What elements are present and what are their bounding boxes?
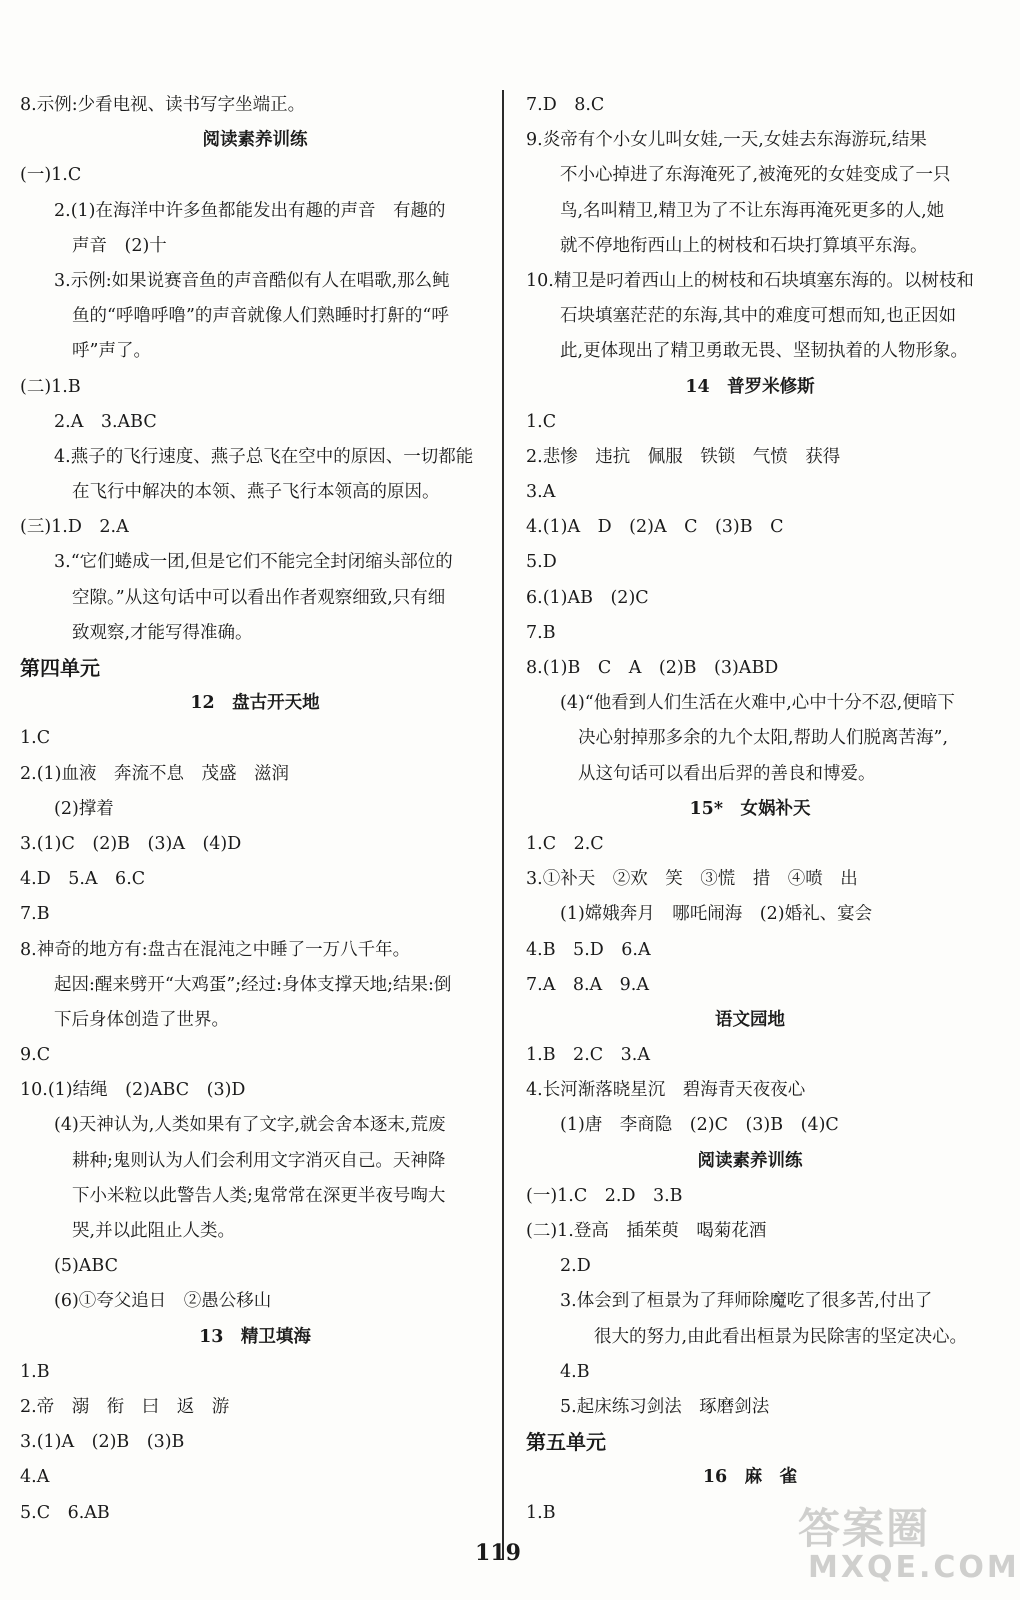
answer-line: 1.C [20, 728, 51, 749]
section-heading: 14 普罗米修斯 [685, 376, 815, 397]
answer-line: 7.A 8.A 9.A [526, 974, 650, 995]
answer-line: 7.D 8.C [526, 95, 605, 115]
answer-line: 致观察,才能写得准确。 [72, 622, 253, 643]
column-divider [502, 90, 504, 1560]
section-heading: 阅读素养训练 [202, 130, 308, 151]
answer-line: 5.C 6.AB [20, 1502, 110, 1523]
right-column [526, 88, 974, 1531]
answer-line: 呼”声了。 [72, 341, 151, 362]
answer-line: 鱼的“呼噜呼噜”的声音就像人们熟睡时打鼾的“呼 [72, 306, 449, 327]
unit-heading: 第四单元 [20, 656, 100, 680]
answer-line: 4.燕子的飞行速度、燕子总飞在空中的原因、一切都能 [54, 446, 474, 467]
answer-line: 2.(1)血液 奔流不息 茂盛 滋润 [20, 763, 289, 784]
answer-line: 10.精卫是叼着西山上的树枝和石块填塞东海的。以树枝和 [526, 270, 974, 291]
answer-line: 声音 (2)十 [72, 235, 167, 256]
watermark-logo [798, 1496, 1020, 1592]
left-column [20, 88, 490, 1531]
answer-line: 4.(1)A D (2)A C (3)B C [526, 517, 784, 538]
answer-line: 不小心掉进了东海淹死了,被淹死的女娃变成了一只 [560, 165, 951, 186]
answer-line: 8.神奇的地方有:盘古在混沌之中睡了一万八千年。 [20, 939, 411, 960]
answer-line: 5.起床练习剑法 琢磨剑法 [560, 1396, 770, 1417]
answer-line: (4)天神认为,人类如果有了文字,就会舍本逐末,荒废 [54, 1115, 446, 1136]
answer-line: 在飞行中解决的本领、燕子飞行本领高的原因。 [72, 482, 440, 503]
answer-line: 起因:醒来劈开“大鸡蛋”;经过:身体支撑天地;结果:倒 [54, 974, 452, 995]
unit-heading: 第五单元 [526, 1430, 606, 1455]
answer-line: 3.(1)C (2)B (3)A (4)D [20, 833, 242, 854]
answer-line: (一)1.C [20, 165, 82, 186]
section-heading: 12 盘古开天地 [190, 693, 320, 714]
answer-line: 2.A 3.ABC [54, 411, 157, 432]
answer-line: (三)1.D 2.A [20, 517, 129, 538]
section-heading: 语文园地 [715, 1009, 785, 1030]
answer-line: 2.帝 溺 衔 曰 返 游 [20, 1396, 230, 1417]
answer-line: 3.体会到了桓景为了拜师除魔吃了很多苦,付出了 [560, 1291, 933, 1312]
answer-line: (5)ABC [54, 1256, 119, 1277]
answer-line: 4.长河渐落晓星沉 碧海青天夜夜心 [526, 1080, 806, 1101]
answer-line: 1.B [526, 1502, 556, 1523]
answer-line: 4.B 5.D 6.A [526, 939, 651, 960]
answer-line: 9.炎帝有个小女儿叫女娃,一天,女娃去东海游玩,结果 [526, 130, 927, 151]
answer-line: 很大的努力,由此看出桓景为民除害的坚定决心。 [594, 1326, 968, 1347]
answer-line: (二)1.B [20, 376, 81, 397]
answer-line: 1.B [20, 1361, 50, 1382]
answer-line: 9.C [20, 1045, 51, 1066]
answer-line: (6)①夸父追日 ②愚公移山 [54, 1291, 272, 1312]
answer-line: 决心射掉那多余的九个太阳,帮助人们脱离苦海”, [578, 728, 949, 749]
section-heading: 16 麻 雀 [702, 1467, 798, 1488]
answer-line: 7.B [20, 904, 50, 925]
answer-line: 此,更体现出了精卫勇敢无畏、坚韧执着的人物形象。 [560, 341, 969, 362]
answer-line: 耕种;鬼则认为人们会利用文字消灭自己。天神降 [72, 1150, 446, 1171]
answer-line: 8.示例:少看电视、读书写字坐端正。 [20, 95, 306, 115]
answer-line: 4.D 5.A 6.C [20, 869, 146, 890]
answer-line: 从这句话可以看出后羿的善良和博爱。 [578, 763, 876, 784]
answer-line: 2.(1)在海洋中许多鱼都能发出有趣的声音 有趣的 [54, 200, 446, 221]
answer-line: 3.示例:如果说赛音鱼的声音酷似有人在唱歌,那么鲀 [54, 270, 450, 291]
answer-line: 3.(1)A (2)B (3)B [20, 1432, 185, 1453]
answer-line: 下小米粒以此警告人类;鬼常常在深更半夜号啕大 [72, 1185, 446, 1206]
section-heading: 阅读素养训练 [697, 1150, 803, 1171]
answer-line: (1)唐 李商隐 (2)C (3)B (4)C [560, 1115, 839, 1136]
answer-line: 2.D [560, 1256, 591, 1277]
answer-line: 3.“它们蜷成一团,但是它们不能完全封闭缩头部位的 [54, 552, 453, 573]
answer-line: 1.B 2.C 3.A [526, 1045, 650, 1066]
watermark-line1: 答案圈 [798, 1504, 931, 1553]
answer-line: 哭,并以此阻止人类。 [72, 1221, 236, 1241]
answer-line: 鸟,名叫精卫,精卫为了不让东海再淹死更多的人,她 [560, 200, 945, 221]
answer-line: 空隙。”从这句话中可以看出作者观察细致,只有细 [72, 587, 446, 608]
answer-line: (4)“他看到人们生活在火难中,心中十分不忍,便暗下 [560, 693, 955, 714]
answer-line: 3.①补天 ②欢 笑 ③慌 措 ④喷 出 [526, 869, 858, 890]
answer-line: (2)撑着 [54, 798, 114, 819]
answer-line: 2.悲惨 违抗 佩服 铁锁 气愤 获得 [526, 446, 841, 467]
watermark-line2: MXQE.COM [808, 1550, 1020, 1585]
answer-line: 1.C 2.C [526, 833, 604, 854]
answer-line: (二)1.登高 插茱萸 喝菊花酒 [526, 1221, 767, 1241]
answer-line: 8.(1)B C A (2)B (3)ABD [526, 658, 779, 678]
answer-line: (一)1.C 2.D 3.B [526, 1185, 683, 1206]
answer-line: 1.C [526, 411, 557, 432]
section-heading: 15* 女娲补天 [689, 798, 811, 819]
answer-line: 10.(1)结绳 (2)ABC (3)D [20, 1080, 246, 1101]
answer-line: 6.(1)AB (2)C [526, 587, 649, 608]
answer-line: 4.B [560, 1361, 590, 1382]
answer-line: 3.A [526, 482, 556, 503]
answer-line: 4.A [20, 1467, 50, 1488]
answer-line: 7.B [526, 622, 556, 643]
page-number: 119 [475, 1540, 521, 1566]
answer-line: (1)嫦娥奔月 哪吒闹海 (2)婚礼、宴会 [560, 904, 873, 925]
answer-line: 就不停地衔西山上的树枝和石块打算填平东海。 [560, 235, 928, 256]
section-heading: 13 精卫填海 [199, 1326, 311, 1347]
answer-line: 下后身体创造了世界。 [54, 1009, 229, 1030]
answer-line: 石块填塞茫茫的东海,其中的难度可想而知,也正因如 [560, 306, 957, 327]
answer-line: 5.D [526, 552, 557, 573]
